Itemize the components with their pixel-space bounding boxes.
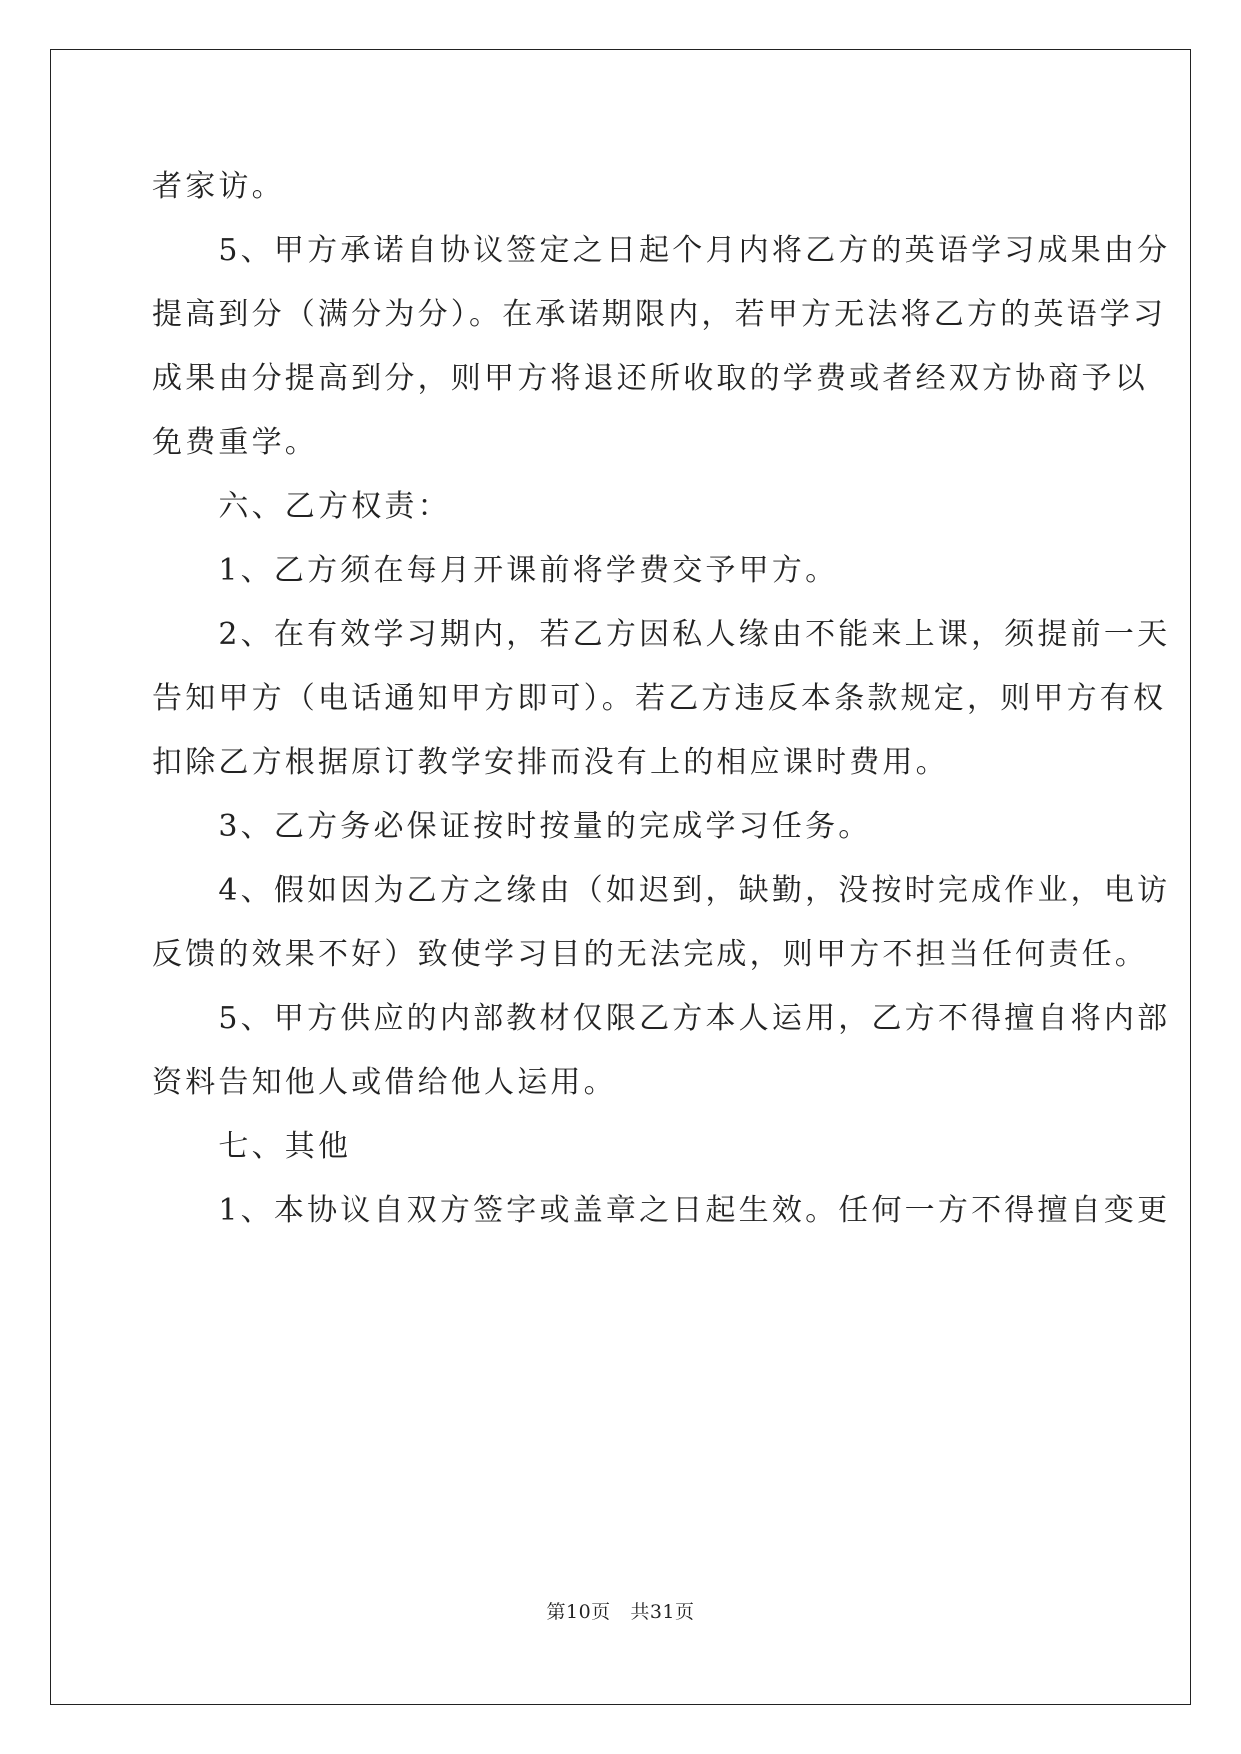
text-line: 1、本协议自双方签字或盖章之日起生效。任何一方不得擅自变更 [152,1193,1171,1228]
text-line: 扣除乙方根据原订教学安排而没有上的相应课时费用。 [152,745,949,780]
text-line: 5、甲方供应的内部教材仅限乙方本人运用，乙方不得擅自将内部 [152,1001,1171,1036]
page-total: 共31页 [630,1601,695,1623]
text-line: 2、在有效学习期内，若乙方因私人缘由不能来上课，须提前一天 [152,617,1171,652]
text-line: 提高到分（满分为分）。在承诺期限内，若甲方无法将乙方的英语学习 [152,297,1167,332]
text-line: 1、乙方须在每月开课前将学费交予甲方。 [152,553,839,588]
text-line: 免费重学。 [152,425,318,460]
text-line: 资料告知他人或借给他人运用。 [152,1065,617,1100]
page-footer [0,1597,1241,1624]
section-heading: 六、乙方权责： [152,489,451,524]
page-number: 第10页 [546,1601,611,1623]
text-line: 4、假如因为乙方之缘由（如迟到，缺勤，没按时完成作业，电访 [152,873,1171,908]
text-line: 者家访。 [152,169,285,204]
document-body [152,155,1171,1243]
text-line: 告知甲方（电话通知甲方即可）。若乙方违反本条款规定，则甲方有权 [152,681,1167,716]
text-line: 5、甲方承诺自协议签定之日起个月内将乙方的英语学习成果由分 [152,233,1171,268]
text-line: 成果由分提高到分，则甲方将退还所收取的学费或者经双方协商予以 [152,361,1148,396]
text-line: 3、乙方务必保证按时按量的完成学习任务。 [152,809,872,844]
section-heading: 七、其他 [152,1129,352,1164]
text-line: 反馈的效果不好）致使学习目的无法完成，则甲方不担当任何责任。 [152,937,1148,972]
